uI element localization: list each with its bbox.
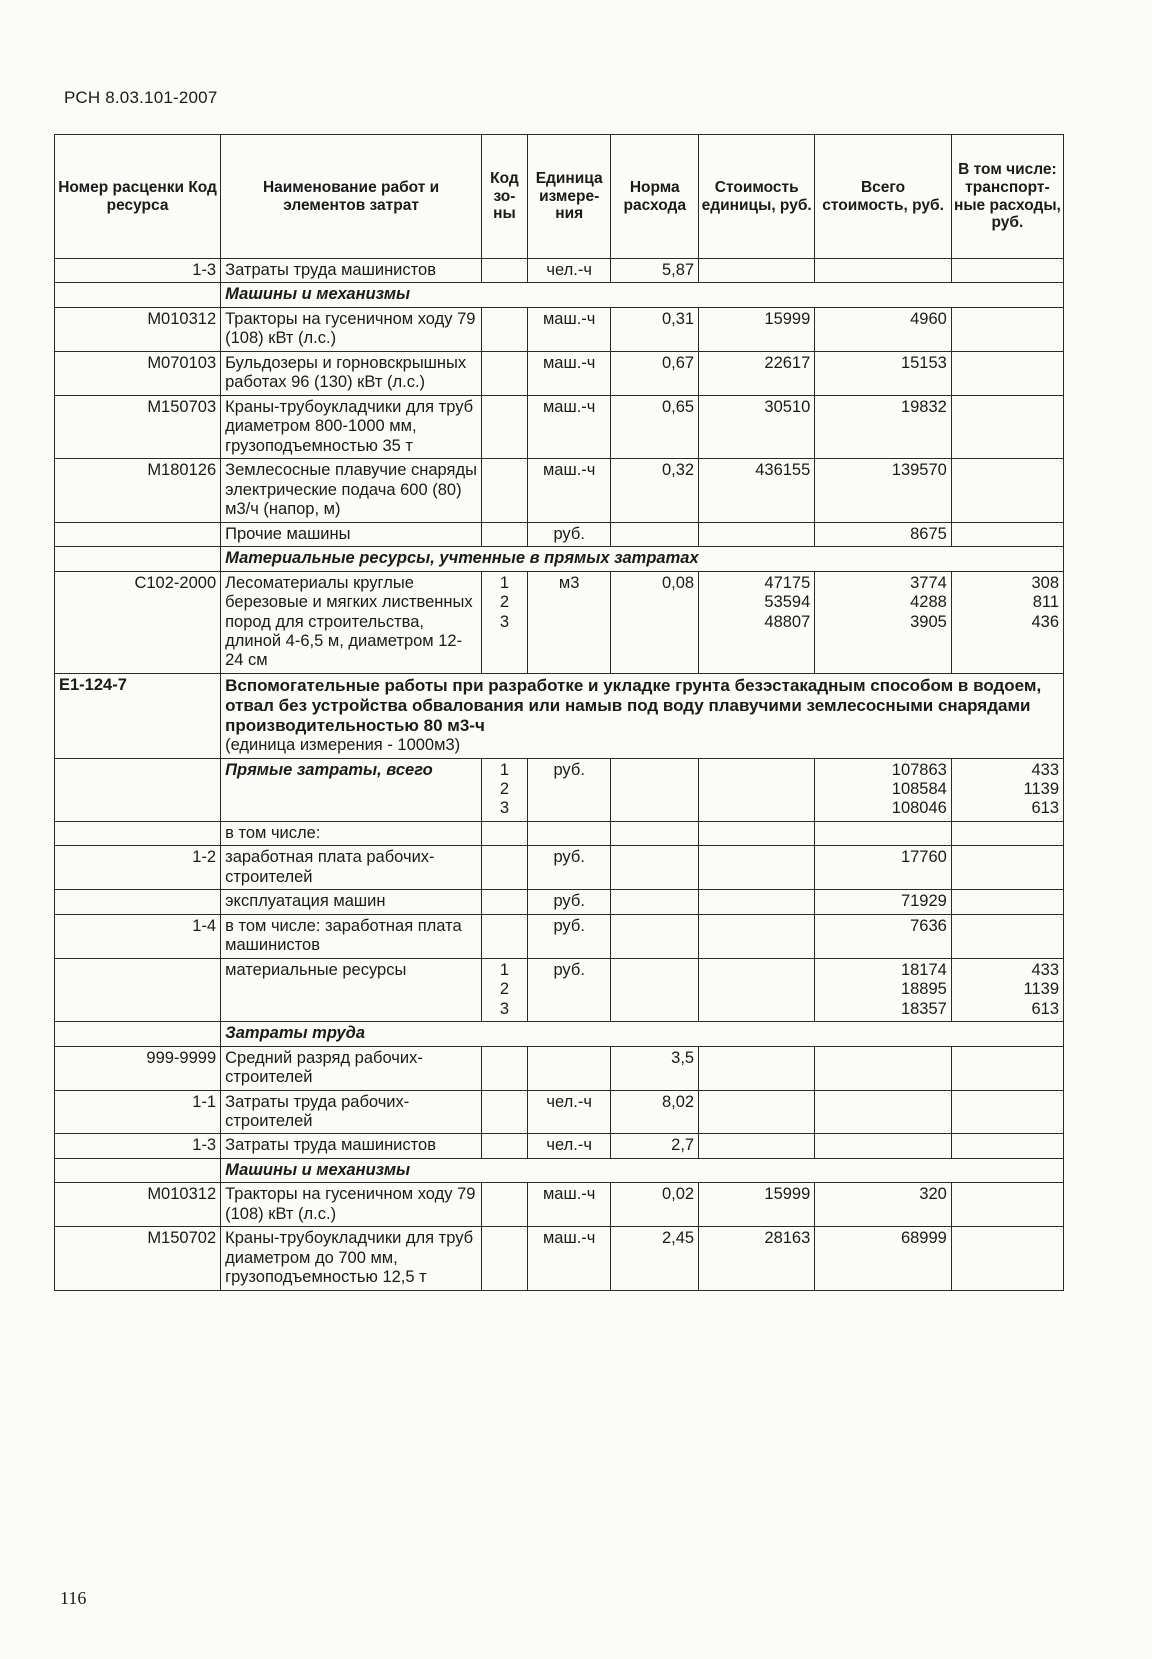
row-zone: 1 2 3	[482, 758, 528, 821]
row-name: Затраты труда машинистов	[221, 1134, 482, 1158]
row-name: Землесосные плавучие снаряды электрические подача 600 (80) м3/ч (напор, м)	[221, 459, 482, 522]
table-row	[55, 1090, 1064, 1134]
row-code: 1-1	[55, 1090, 221, 1134]
row-transport	[951, 846, 1063, 890]
row-norm: 2,45	[611, 1227, 699, 1290]
row-zone: 1 2 3	[482, 958, 528, 1021]
row-norm	[611, 522, 699, 546]
row-total: 17760	[815, 846, 952, 890]
row-unit: м3	[527, 571, 611, 673]
row-code: М150703	[55, 395, 221, 458]
row-name: материальные ресурсы	[221, 958, 482, 1021]
row-code	[55, 758, 221, 821]
table-row	[55, 890, 1064, 914]
header-code: Номер расценки Код ресурса	[55, 135, 221, 259]
row-unit: маш.-ч	[527, 307, 611, 351]
row-code: 1-3	[55, 259, 221, 283]
row-norm: 0,67	[611, 351, 699, 395]
row-norm: 0,32	[611, 459, 699, 522]
table-row	[55, 958, 1064, 1021]
row-transport	[951, 459, 1063, 522]
section-code	[55, 1022, 221, 1046]
row-code: 1-4	[55, 914, 221, 958]
row-code: 1-2	[55, 846, 221, 890]
row-total	[815, 1134, 952, 1158]
row-transport: 433 1139 613	[951, 958, 1063, 1021]
row-name: в том числе:	[221, 821, 482, 845]
table-row	[55, 914, 1064, 958]
row-norm	[611, 758, 699, 821]
row-norm: 2,7	[611, 1134, 699, 1158]
row-cost: 47175 53594 48807	[699, 571, 815, 673]
row-code: 999-9999	[55, 1046, 221, 1090]
row-unit: маш.-ч	[527, 459, 611, 522]
row-transport	[951, 395, 1063, 458]
row-cost	[699, 821, 815, 845]
row-norm	[611, 846, 699, 890]
row-zone	[482, 307, 528, 351]
row-total: 68999	[815, 1227, 952, 1290]
table-row	[55, 1134, 1064, 1158]
row-total: 71929	[815, 890, 952, 914]
row-name: в том числе: заработная плата машинистов	[221, 914, 482, 958]
row-code: С102-2000	[55, 571, 221, 673]
row-code: 1-3	[55, 1134, 221, 1158]
row-code	[55, 958, 221, 1021]
table-row	[55, 1046, 1064, 1090]
section-title: Машины и механизмы	[221, 283, 1064, 307]
row-code: М010312	[55, 307, 221, 351]
row-zone	[482, 395, 528, 458]
table-header-row	[55, 135, 1064, 259]
row-norm	[611, 890, 699, 914]
row-total	[815, 1046, 952, 1090]
row-cost: 15999	[699, 1183, 815, 1227]
row-cost	[699, 914, 815, 958]
row-cost	[699, 890, 815, 914]
row-transport	[951, 890, 1063, 914]
row-cost: 30510	[699, 395, 815, 458]
row-norm	[611, 958, 699, 1021]
row-norm: 3,5	[611, 1046, 699, 1090]
row-zone	[482, 846, 528, 890]
row-unit: чел.-ч	[527, 259, 611, 283]
row-transport	[951, 914, 1063, 958]
header-total: Всего стоимость, руб.	[815, 135, 952, 259]
section-code	[55, 1158, 221, 1182]
row-unit: руб.	[527, 846, 611, 890]
row-code: М180126	[55, 459, 221, 522]
row-zone	[482, 1183, 528, 1227]
row-code: М010312	[55, 1183, 221, 1227]
row-total: 320	[815, 1183, 952, 1227]
row-total: 139570	[815, 459, 952, 522]
row-name: Прочие машины	[221, 522, 482, 546]
rates-table	[54, 134, 1064, 1291]
row-name: Бульдозеры и горновскрышных работах 96 (130) кВт (л.с.)	[221, 351, 482, 395]
row-name: Затраты труда рабочих-строителей	[221, 1090, 482, 1134]
row-cost: 22617	[699, 351, 815, 395]
row-transport: 308 811 436	[951, 571, 1063, 673]
row-unit: руб.	[527, 522, 611, 546]
row-transport	[951, 351, 1063, 395]
row-norm: 8,02	[611, 1090, 699, 1134]
table-row	[55, 758, 1064, 821]
table-row	[55, 522, 1064, 546]
row-name: Средний разряд рабочих-строителей	[221, 1046, 482, 1090]
row-transport	[951, 307, 1063, 351]
row-norm: 5,87	[611, 259, 699, 283]
row-unit: руб.	[527, 890, 611, 914]
table-row	[55, 571, 1064, 673]
table-row	[55, 351, 1064, 395]
row-zone	[482, 914, 528, 958]
row-code	[55, 522, 221, 546]
row-cost	[699, 846, 815, 890]
row-norm: 0,02	[611, 1183, 699, 1227]
section-row	[55, 1022, 1064, 1046]
row-total: 19832	[815, 395, 952, 458]
rate-title	[221, 673, 1064, 758]
row-cost	[699, 1090, 815, 1134]
row-cost	[699, 958, 815, 1021]
section-title: Машины и механизмы	[221, 1158, 1064, 1182]
row-zone	[482, 522, 528, 546]
row-cost	[699, 1134, 815, 1158]
row-name: Лесоматериалы круглые березовые и мягких лиственных пород для строительства, длиной 4-6,5 м, диаметром 12-24 см	[221, 571, 482, 673]
row-zone	[482, 459, 528, 522]
row-unit: маш.-ч	[527, 1227, 611, 1290]
row-name: Краны-трубоукладчики для труб диаметром до 700 мм, грузоподъемностью 12,5 т	[221, 1227, 482, 1290]
row-unit	[527, 1046, 611, 1090]
row-transport	[951, 1090, 1063, 1134]
row-total: 7636	[815, 914, 952, 958]
row-total: 3774 4288 3905	[815, 571, 952, 673]
table-row	[55, 307, 1064, 351]
table-row	[55, 1183, 1064, 1227]
header-norm: Норма расхода	[611, 135, 699, 259]
row-cost	[699, 522, 815, 546]
row-cost: 15999	[699, 307, 815, 351]
row-norm	[611, 914, 699, 958]
row-zone: 1 2 3	[482, 571, 528, 673]
row-norm: 0,31	[611, 307, 699, 351]
row-name: Затраты труда машинистов	[221, 259, 482, 283]
rate-title-row	[55, 673, 1064, 758]
table-row	[55, 259, 1064, 283]
row-zone	[482, 259, 528, 283]
row-zone	[482, 1046, 528, 1090]
header-zone: Код зо-ны	[482, 135, 528, 259]
row-unit: маш.-ч	[527, 351, 611, 395]
table-row	[55, 459, 1064, 522]
row-unit: маш.-ч	[527, 1183, 611, 1227]
row-total: 4960	[815, 307, 952, 351]
row-norm	[611, 821, 699, 845]
row-total	[815, 1090, 952, 1134]
row-total	[815, 259, 952, 283]
row-transport	[951, 259, 1063, 283]
row-name: Прямые затраты, всего	[221, 758, 482, 821]
row-unit	[527, 821, 611, 845]
row-transport: 433 1139 613	[951, 758, 1063, 821]
row-unit: маш.-ч	[527, 395, 611, 458]
row-zone	[482, 821, 528, 845]
row-zone	[482, 351, 528, 395]
rate-code: Е1-124-7	[55, 673, 221, 758]
row-name: эксплуатация машин	[221, 890, 482, 914]
row-total: 18174 18895 18357	[815, 958, 952, 1021]
section-title: Материальные ресурсы, учтенные в прямых затратах	[221, 547, 1064, 571]
row-transport	[951, 821, 1063, 845]
row-cost	[699, 1046, 815, 1090]
row-norm: 0,65	[611, 395, 699, 458]
section-row	[55, 283, 1064, 307]
row-transport	[951, 1227, 1063, 1290]
header-transport: В том числе: транспорт-ные расходы, руб.	[951, 135, 1063, 259]
row-name: Тракторы на гусеничном ходу 79 (108) кВт (л.с.)	[221, 1183, 482, 1227]
row-cost	[699, 758, 815, 821]
row-cost: 28163	[699, 1227, 815, 1290]
table-row	[55, 395, 1064, 458]
row-total	[815, 821, 952, 845]
row-transport	[951, 1046, 1063, 1090]
row-name: заработная плата рабочих-строителей	[221, 846, 482, 890]
row-zone	[482, 890, 528, 914]
row-unit: руб.	[527, 758, 611, 821]
row-transport	[951, 1183, 1063, 1227]
row-cost	[699, 259, 815, 283]
rate-unit-note: (единица измерения - 1000м3)	[225, 736, 461, 755]
row-code	[55, 821, 221, 845]
page-number: 116	[60, 1588, 87, 1608]
row-transport	[951, 1134, 1063, 1158]
section-row	[55, 1158, 1064, 1182]
row-code	[55, 890, 221, 914]
row-total: 8675	[815, 522, 952, 546]
row-unit: руб.	[527, 958, 611, 1021]
row-zone	[482, 1134, 528, 1158]
row-total: 107863 108584 108046	[815, 758, 952, 821]
row-norm: 0,08	[611, 571, 699, 673]
row-cost: 436155	[699, 459, 815, 522]
header-unit: Единица измере-ния	[527, 135, 611, 259]
section-code	[55, 547, 221, 571]
header-unit-cost: Стоимость единицы, руб.	[699, 135, 815, 259]
row-code: М150702	[55, 1227, 221, 1290]
row-total: 15153	[815, 351, 952, 395]
table-row	[55, 1227, 1064, 1290]
row-zone	[482, 1090, 528, 1134]
document-header: РСН 8.03.101-2007	[64, 88, 218, 107]
table-row	[55, 846, 1064, 890]
section-row	[55, 547, 1064, 571]
row-unit: чел.-ч	[527, 1134, 611, 1158]
header-name: Наименование работ и элементов затрат	[221, 135, 482, 259]
row-name: Краны-трубоукладчики для труб диаметром 800-1000 мм, грузоподъемностью 35 т	[221, 395, 482, 458]
section-code	[55, 283, 221, 307]
row-transport	[951, 522, 1063, 546]
table-row	[55, 821, 1064, 845]
section-title: Затраты труда	[221, 1022, 1064, 1046]
row-name: Тракторы на гусеничном ходу 79 (108) кВт (л.с.)	[221, 307, 482, 351]
row-code: М070103	[55, 351, 221, 395]
row-unit: руб.	[527, 914, 611, 958]
row-zone	[482, 1227, 528, 1290]
row-unit: чел.-ч	[527, 1090, 611, 1134]
rate-description: Вспомогательные работы при разработке и укладке грунта безэстакадным способом в водоем, отвал без устройства обвалования или намыв под воду плавучими землесосными снарядами производительностью 80 м3-ч	[225, 675, 1042, 735]
